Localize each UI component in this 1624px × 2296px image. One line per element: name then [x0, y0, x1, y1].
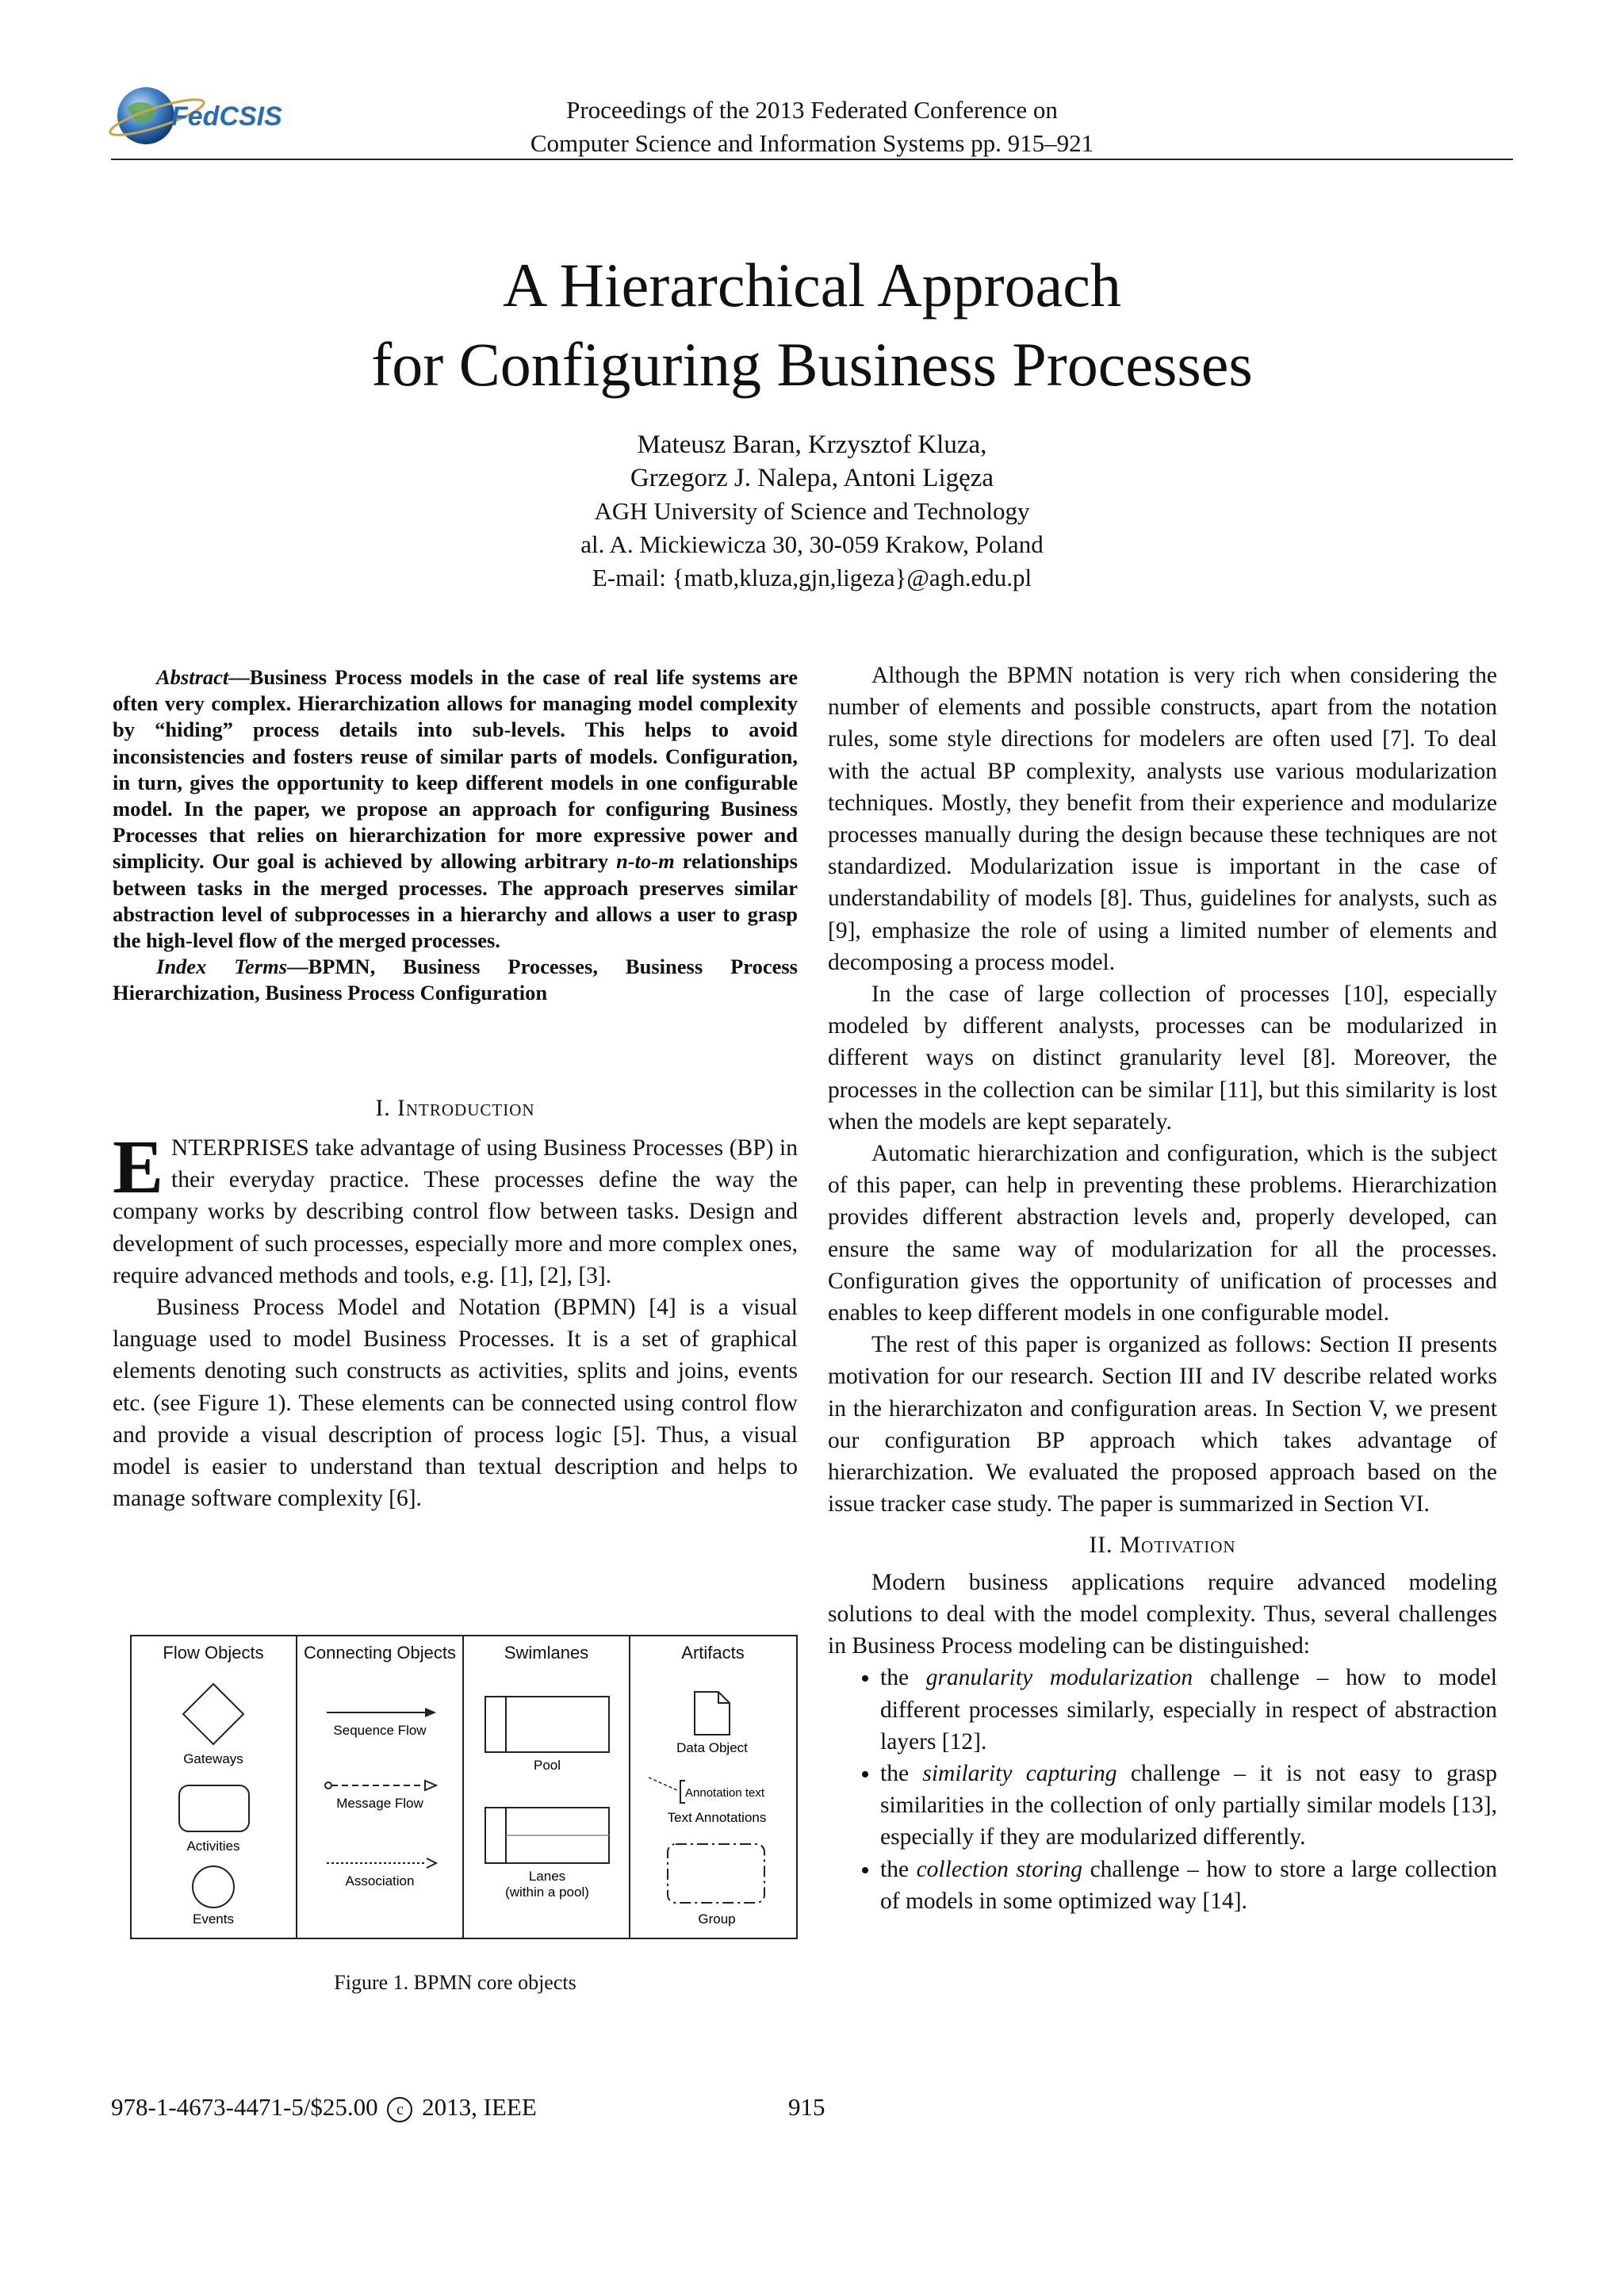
pool-label: Pool — [533, 1758, 561, 1773]
conference-logo — [109, 76, 282, 149]
figure-col-artifacts: Artifacts — [681, 1643, 745, 1663]
intro-paragraph-2: Business Process Model and Notation (BPMN) [4] is a visual language used to model Business Processes. It is a set of graphical elements denoting such constructs as activities, splits and joins, events etc. (see Figure 1). These elements can be connected using control flow and provide a visual description of process logic [5]. Thus, a visual model is easier to understand than textual description and helps to manage software complexity [6]. — [113, 1295, 798, 1512]
figure-col-flow-objects: Flow Objects — [163, 1643, 264, 1663]
abstract — [113, 664, 798, 1007]
abstract-label: Abstract — [156, 665, 229, 689]
email: E-mail: {matb,kluza,gjn,ligeza}@agh.edu.pl — [592, 564, 1032, 591]
authors-line-2: Grzegorz J. Nalepa, Antoni Ligęza — [630, 464, 994, 492]
footer-copyright — [111, 2093, 537, 2122]
challenges-list — [828, 1662, 1497, 1917]
copyright-icon: c — [387, 2097, 412, 2122]
message-flow-label: Message Flow — [336, 1796, 423, 1811]
figure-col-connecting-objects: Connecting Objects — [304, 1643, 456, 1663]
challenge-item-3: • the collection storing challenge – how to store a large collection of models in some optimized way [14]. — [880, 1854, 1497, 1917]
header-line-2: Computer Science and Information Systems pp. 915–921 — [530, 129, 1094, 157]
index-terms-label: Index Terms — [156, 955, 288, 979]
drop-cap: E — [113, 1124, 164, 1209]
intro-paragraph-1: NTERPRISES take advantage of using Business Processes (BP) in their everyday practice. These processes define the way the company works by describing control flow between tasks. Design and development of such processes, especially more and more complex ones, require advanced methods and tools, e.g. [1], [2], [3]. — [113, 1135, 798, 1288]
challenge-item-1: • the granularity modularization challenge – how to model different processes similarly, especially in respect of abstraction layers [12]. — [880, 1662, 1497, 1758]
paper-title — [159, 246, 1465, 404]
data-object-shape — [695, 1692, 730, 1735]
right-paragraph-3: Automatic hierarchization and configuration, which is the subject of this paper, can help in preventing these problems. Hierarchization provides different abstraction levels and, properly developed, can ensure the same way of modularization for all the processes. Configuration gives the opportunity of unification of processes and enables to keep different models in one configurable model. — [828, 1141, 1497, 1326]
footer-isbn: 978-1-4673-4471-5/$25.00 — [111, 2093, 378, 2121]
index-terms-text: —BPMN, Business Processes, Business Process Hierarchization, Business Process Configuration — [113, 955, 798, 1005]
author-block — [396, 428, 1228, 595]
association-label: Association — [345, 1873, 415, 1888]
section-heading-motivation: II. Motivation — [1089, 1533, 1236, 1559]
right-paragraph-1: Although the BPMN notation is very rich when considering the number of elements and possible constructs, apart from the notation rules, some style directions for modelers are often used [7]. To deal with the actual BP complexity, analysts use various modularization techniques. Mostly, they benefit from their experience and modularize processes manually during the design because these techniques are not standardized. Modularization issue is important in the case of understandability of models [8]. Thus, guidelines for analysts, such as [9], emphasize the role of using a limited number of elements and decomposing a process model. — [828, 663, 1497, 975]
right-paragraph-2: In the case of large collection of processes [10], especially modeled by different analysts, processes can be modularized in different ways on distinct granularity level [8]. Moreover, the processes in the collection can be similar [11], but this similarity is lost when the models are kept separately. — [828, 982, 1497, 1135]
events-label: Events — [193, 1911, 234, 1927]
page-number: 915 — [788, 2093, 825, 2121]
header-line-1: Proceedings of the 2013 Federated Conference on — [566, 96, 1058, 124]
running-header — [301, 94, 1323, 160]
address: al. A. Mickiewicza 30, 30-059 Krakow, Poland — [580, 530, 1044, 558]
activity-shape — [179, 1785, 249, 1831]
figure-bpmn-core-objects — [130, 1635, 798, 1939]
pool-shape — [485, 1697, 609, 1752]
motivation-paragraph: Modern business applications require advanced modeling solutions to deal with the model complexity. Thus, several challenges in Business Process modeling can be distinguished: — [828, 1569, 1497, 1659]
svg-text:FedCSIS: FedCSIS — [171, 101, 282, 132]
annotation-text-label: Annotation text — [685, 1786, 765, 1800]
data-object-label: Data Object — [676, 1740, 748, 1755]
right-column — [828, 660, 1497, 1917]
challenge-item-2: • the similarity capturing challenge – it is not easy to grasp similarities in the collection of only partially similar models [13], especially if they are modularized differently. — [880, 1758, 1497, 1854]
footer-year-publisher: 2013, IEEE — [422, 2093, 537, 2121]
header-rule — [111, 159, 1513, 160]
right-paragraph-4: The rest of this paper is organized as follows: Section II presents motivation for our research. Section III and IV describe related works in the hierarchizaton and configuration areas. In Section V, we present our configuration BP approach which takes advantage of hierarchization. We evaluated the proposed approach based on the issue tracker case study. The paper is summarized in Section VI. — [828, 1332, 1497, 1517]
title-line-1: A Hierarchical Approach — [503, 251, 1121, 320]
title-line-2: for Configuring Business Processes — [371, 330, 1253, 399]
affiliation: AGH University of Science and Technology — [594, 497, 1030, 525]
lanes-label-2: (within a pool) — [505, 1885, 589, 1900]
text-annotations-label: Text Annotations — [667, 1810, 767, 1825]
group-label: Group — [698, 1911, 736, 1927]
abstract-n-to-m: n-to-m — [616, 849, 675, 874]
introduction-body — [113, 1124, 798, 1514]
event-shape — [193, 1866, 234, 1908]
lanes-label-1: Lanes — [528, 1869, 566, 1884]
sequence-flow-label: Sequence Flow — [333, 1723, 427, 1738]
authors-line-1: Mateusz Baran, Krzysztof Kluza, — [637, 430, 987, 459]
gateways-label: Gateways — [183, 1751, 243, 1766]
figure-caption: Figure 1. BPMN core objects — [334, 1971, 576, 1994]
activities-label: Activities — [186, 1839, 240, 1854]
abstract-text: —Business Process models in the case of real life systems are often very complex. Hierarchization allows for managing model complexity by “hiding” process details into sub-levels. This helps to avoid inconsistencies and fosters reuse of similar parts of models. Configuration, in turn, gives the opportunity to keep different models in one configurable model. In the paper, we propose an approach for configuring Business Processes that relies on hierarchization for more expressive power and simplicity. Our goal is achieved by allowing arbitrary — [113, 665, 798, 874]
figure-col-swimlanes: Swimlanes — [504, 1643, 589, 1663]
abstract-text-2: relationships between tasks in the merged processes. The approach preserves similar abstraction level of subprocesses in a hierarchy and allows a user to grasp the high-level flow of the merged processes. — [113, 849, 798, 953]
section-heading-introduction: I. Introduction — [375, 1096, 535, 1121]
